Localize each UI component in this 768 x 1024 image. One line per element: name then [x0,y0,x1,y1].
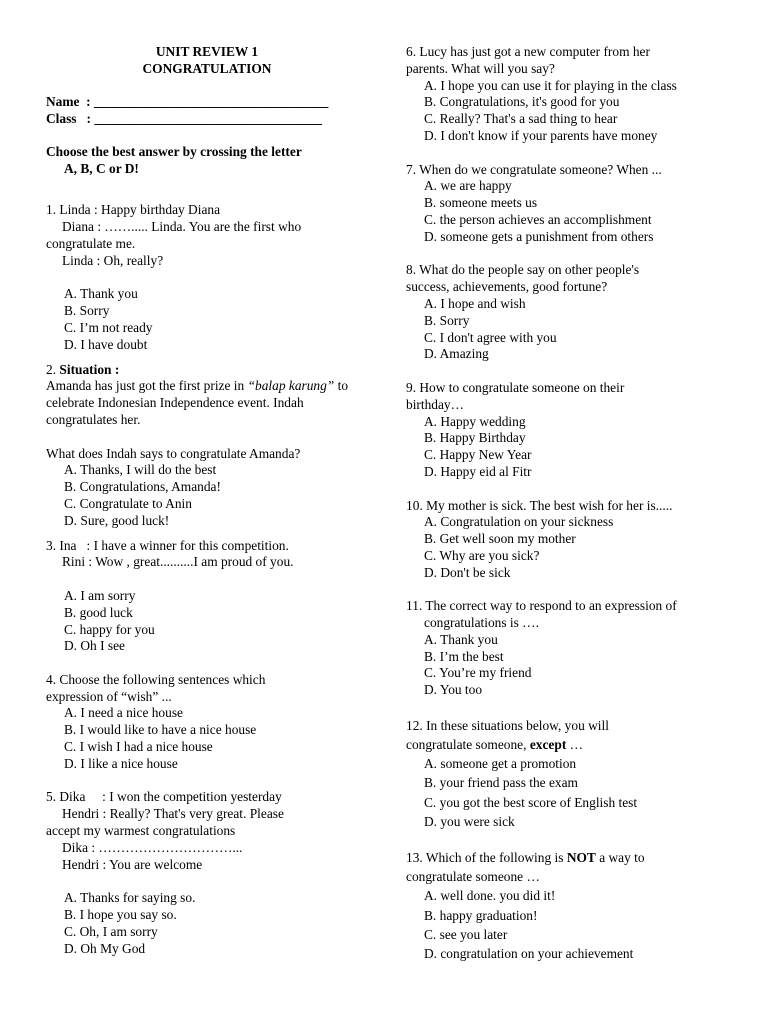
q6-line1: 6. Lucy has just got a new computer from her [406,44,650,59]
q12-except-keyword: except [529,737,567,753]
q7-options [406,178,736,245]
q9-option-c[interactable]: C. Happy New Year [424,447,532,463]
q11-option-c[interactable]: C. You’re my friend [424,665,532,681]
q1-option-a[interactable]: A. Thank you [64,286,138,302]
q13-option-d[interactable]: D. congratulation on your achievement [424,945,634,961]
q3-options [46,588,368,655]
q3-option-d[interactable]: D. Oh I see [64,638,125,654]
q4-option-d[interactable]: D. I like a nice house [64,755,178,771]
q2-text-italic: “balap karung” [247,378,335,394]
question-2 [46,362,368,530]
q9-line2: birthday… [406,396,465,412]
q7-option-c[interactable]: C. the person achieves an accomplishment [424,211,652,227]
q5-option-b[interactable]: B. I hope you say so. [64,907,177,923]
q2-situation-label: Situation : [59,361,120,377]
q10-option-c[interactable]: C. Why are you sick? [424,547,540,563]
q13-option-c[interactable]: C. see you later [424,926,508,942]
q5-line4: Dika : …………………………... [62,839,243,855]
q8-option-a[interactable]: A. I hope and wish [424,295,526,311]
q7-option-b[interactable]: B. someone meets us [424,195,538,211]
q12-line1: 12. In these situations below, you will [406,717,609,733]
q12-line2-ellipsis: … [566,737,584,753]
name-label: Name : [46,94,94,110]
doc-title-line2: CONGRATULATION [142,60,272,76]
name-field [46,94,368,111]
q11-line2: congratulations is …. [424,615,539,631]
q5-option-d[interactable]: D. Oh My God [64,940,146,956]
name-blank[interactable]: ___________________________________ [93,94,329,110]
right-column [406,44,736,963]
q11-line1: 11. The correct way to respond to an expression of [406,598,677,614]
q12-line2 [406,735,736,754]
q12-option-a[interactable]: A. someone get a promotion [424,756,577,772]
question-7 [406,162,736,246]
q1-line2: Diana : ……..... Linda. You are the first who [62,219,302,235]
q10-option-b[interactable]: B. Get well soon my mother [424,531,576,547]
q12-options [406,754,736,831]
q7-option-d[interactable]: D. someone gets a punishment from others [424,228,654,244]
q5-line1: 5. Dika : I won the competition yesterday [46,789,282,805]
q13-line1 [406,848,736,867]
q1-line4: Linda : Oh, really? [62,252,164,268]
q11-option-d[interactable]: D. You too [424,682,483,698]
q10-option-a[interactable]: A. Congratulation on your sickness [424,514,614,530]
q2-situation-heading [46,362,368,379]
doc-title-line1: UNIT REVIEW 1 [155,44,259,59]
question-4 [46,672,368,773]
q10-option-d[interactable]: D. Don't be sick [424,564,511,580]
q10-options [406,514,736,581]
q2-number: 2. [46,361,57,377]
q3-line2: Rini : Wow , great..........I am proud of you. [62,554,294,570]
left-column [46,44,368,957]
q12-option-d[interactable]: D. you were sick [424,813,515,829]
q3-option-c[interactable]: C. happy for you [64,621,155,637]
q8-option-c[interactable]: C. I don't agree with you [424,329,557,345]
q5-line2: Hendri : Really? That's very great. Please [62,806,284,822]
q6-options [406,78,736,145]
q5-line5: Hendri : You are welcome [62,856,203,872]
q1-line3: congratulate me. [46,235,136,251]
q2-question: What does Indah says to congratulate Amanda? [46,445,301,461]
q3-option-a[interactable]: A. I am sorry [64,587,136,603]
q7-line1: 7. When do we congratulate someone? When ... [406,161,662,177]
q4-line1: 4. Choose the following sentences which [46,671,266,687]
q9-option-d[interactable]: D. Happy eid al Fitr [424,463,532,479]
q3-option-b[interactable]: B. good luck [64,604,133,620]
question-6 [406,44,736,145]
q2-situation-text [46,378,368,428]
q4-line2: expression of “wish” ... [46,688,172,704]
q1-option-b[interactable]: B. Sorry [64,303,110,319]
q2-option-a[interactable]: A. Thanks, I will do the best [64,462,217,478]
q13-line1-tail: a way to [595,849,645,865]
q11-options [406,632,736,699]
q2-options [46,462,368,529]
q11-option-a[interactable]: A. Thank you [424,631,498,647]
q1-options [46,286,368,353]
instruction-line2: A, B, C or D! [64,160,139,176]
q8-option-b[interactable]: B. Sorry [424,312,470,328]
q2-text-part2: to celebrate Indonesian Independence event. Indah congratulates her. [46,378,349,427]
q6-option-c[interactable]: C. Really? That's a sad thing to hear [424,111,618,127]
class-blank[interactable]: __________________________________ [94,111,322,127]
q8-line1: 8. What do the people say on other people's [406,262,640,278]
q13-line2: congratulate someone … [406,869,540,885]
q6-option-d[interactable]: D. I don't know if your parents have money [424,127,658,143]
question-13 [406,848,736,963]
q1-option-d[interactable]: D. I have doubt [64,336,148,352]
q12-line2-text: congratulate someone, [406,737,527,753]
q2-option-d[interactable]: D. Sure, good luck! [64,512,170,528]
question-5 [46,789,368,957]
q12-option-c[interactable]: C. you got the best score of English test [424,794,638,810]
q9-option-b[interactable]: B. Happy Birthday [424,430,526,446]
q5-options [46,890,368,957]
q4-options [46,705,368,772]
q13-line1-text: 13. Which of the following is [406,849,564,865]
q11-option-b[interactable]: B. I’m the best [424,648,504,664]
q2-option-b[interactable]: B. Congratulations, Amanda! [64,479,221,495]
q4-option-b[interactable]: B. I would like to have a nice house [64,722,257,738]
q13-option-b[interactable]: B. happy graduation! [424,907,538,923]
instruction-line1: Choose the best answer by crossing the letter [46,143,302,159]
q2-text-part1: Amanda has just got the first prize in [46,378,245,394]
q9-line1: 9. How to congratulate someone on their [406,379,625,395]
q1-line1: 1. Linda : Happy birthday Diana [46,202,221,218]
question-3 [46,538,368,656]
class-field [46,111,368,128]
q13-options [406,886,736,963]
q1-option-c[interactable]: C. I’m not ready [64,319,153,335]
question-8 [406,262,736,363]
q6-option-a[interactable]: A. I hope you can use it for playing in the class [424,77,677,93]
question-12 [406,716,736,831]
q2-option-c[interactable]: C. Congratulate to Anin [64,495,192,511]
q8-options [406,296,736,363]
q5-option-a[interactable]: A. Thanks for saying so. [64,890,196,906]
q10-line1: 10. My mother is sick. The best wish for her is..... [406,497,673,513]
q6-line2: parents. What will you say? [406,60,555,76]
question-1 [46,202,368,353]
q9-option-a[interactable]: A. Happy wedding [424,413,526,429]
question-10 [406,498,736,582]
q8-option-d[interactable]: D. Amazing [424,346,489,362]
q8-line2: success, achievements, good fortune? [406,279,608,295]
q3-line1: 3. Ina : I have a winner for this competition. [46,537,289,553]
question-9 [406,380,736,481]
q4-option-c[interactable]: C. I wish I had a nice house [64,739,213,755]
q4-option-a[interactable]: A. I need a nice house [64,705,183,721]
q13-not-keyword: NOT [566,849,596,865]
q9-options [406,414,736,481]
q7-option-a[interactable]: A. we are happy [424,178,512,194]
q13-option-a[interactable]: A. well done. you did it! [424,888,556,904]
q12-option-b[interactable]: B. your friend pass the exam [424,775,578,791]
q6-option-b[interactable]: B. Congratulations, it's good for you [424,94,620,110]
question-11 [406,598,736,699]
q5-option-c[interactable]: C. Oh, I am sorry [64,923,158,939]
q5-line3: accept my warmest congratulations [46,823,236,839]
class-label: Class : [46,111,95,127]
instructions [46,144,368,178]
